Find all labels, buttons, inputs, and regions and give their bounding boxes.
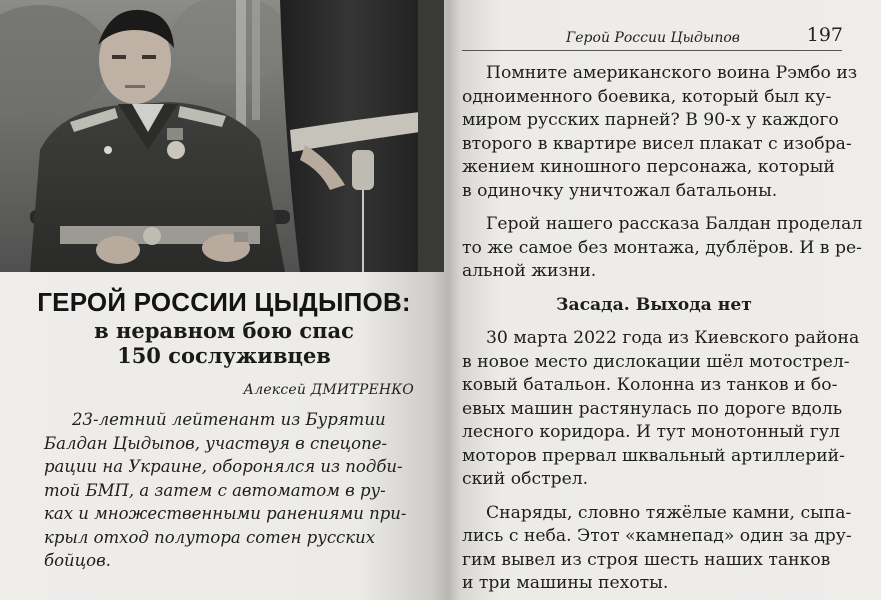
- lead-line: бойцов.: [44, 551, 111, 570]
- text-line: в новое место дислокации шёл мотострел-: [462, 351, 850, 372]
- text-line: миром русских парней? В 90-х у каждого: [462, 110, 839, 130]
- paragraph-3: [462, 327, 860, 492]
- photo-illustration: [0, 0, 444, 272]
- text-line: лесного коридора. И тут монотонный гул: [462, 422, 840, 442]
- text-line: Герой нашего рассказа Балдан проделал: [486, 214, 863, 234]
- subheadline-line: 150 сослуживцев: [117, 343, 331, 368]
- text-line: Помните американского воина Рэмбо из: [486, 63, 858, 83]
- text-line: Снаряды, словно тяжёлые камни, сыпа-: [486, 502, 852, 523]
- text-line: и три машины пехоты.: [462, 573, 669, 593]
- paragraph-1: [462, 62, 858, 203]
- text-line: евых машин растянулась по дороге вдоль: [462, 398, 843, 419]
- text-line: моторов прервал шквальный артиллерий-: [462, 445, 845, 466]
- lead-line: крыл отход полутора сотен русских: [44, 527, 376, 547]
- article-lead: [44, 408, 407, 573]
- lead-line: той БМП, а затем с автоматом в ру-: [44, 480, 386, 500]
- header-rule: [462, 50, 842, 51]
- text-line: в одиночку уничтожал батальоны.: [462, 180, 778, 201]
- subheadline-line: в неравном бою спас: [94, 318, 354, 343]
- paragraph-2: [462, 213, 863, 284]
- article-author: Алексей ДМИТРЕНКО: [243, 382, 414, 398]
- running-header: Герой России Цыдыпов: [566, 30, 740, 46]
- text-line: жением киношного персонажа, который: [462, 157, 835, 177]
- right-page: [448, 0, 881, 600]
- text-line: 30 марта 2022 года из Киевского района: [486, 328, 860, 348]
- portrait-photo: [0, 0, 444, 272]
- lead-line: рации на Украине, оборонялся из подби-: [44, 457, 403, 476]
- text-line: то же самое без монтажа, дублёров. И в ре-: [462, 237, 862, 258]
- text-line: альной жизни.: [462, 261, 597, 281]
- section-title: Засада. Выхода нет: [556, 294, 752, 315]
- text-line: одноименного боевика, который был ку-: [462, 86, 832, 107]
- page-number: 197: [806, 24, 843, 46]
- lead-line: Балдан Цыдыпов, участвуя в спецопе-: [44, 433, 388, 453]
- lead-line: ках и множественными ранениями при-: [44, 504, 407, 523]
- text-line: гим вывел из строя шесть наших танков: [462, 549, 831, 570]
- text-line: ский обстрел.: [462, 469, 589, 489]
- article-headline: ГЕРОЙ РОССИИ ЦЫДЫПОВ:: [37, 287, 411, 317]
- paragraph-4: [462, 502, 852, 596]
- text-line: лись с неба. Этот «камнепад» один за дру-: [462, 526, 852, 546]
- article-subheadline: [14, 318, 434, 368]
- lead-line: 23-летний лейтенант из Бурятии: [72, 410, 386, 429]
- text-line: второго в квартире висел плакат с изобра-: [462, 133, 852, 154]
- text-line: ковый батальон. Колонна из танков и бо-: [462, 375, 838, 395]
- article-body: [462, 62, 863, 600]
